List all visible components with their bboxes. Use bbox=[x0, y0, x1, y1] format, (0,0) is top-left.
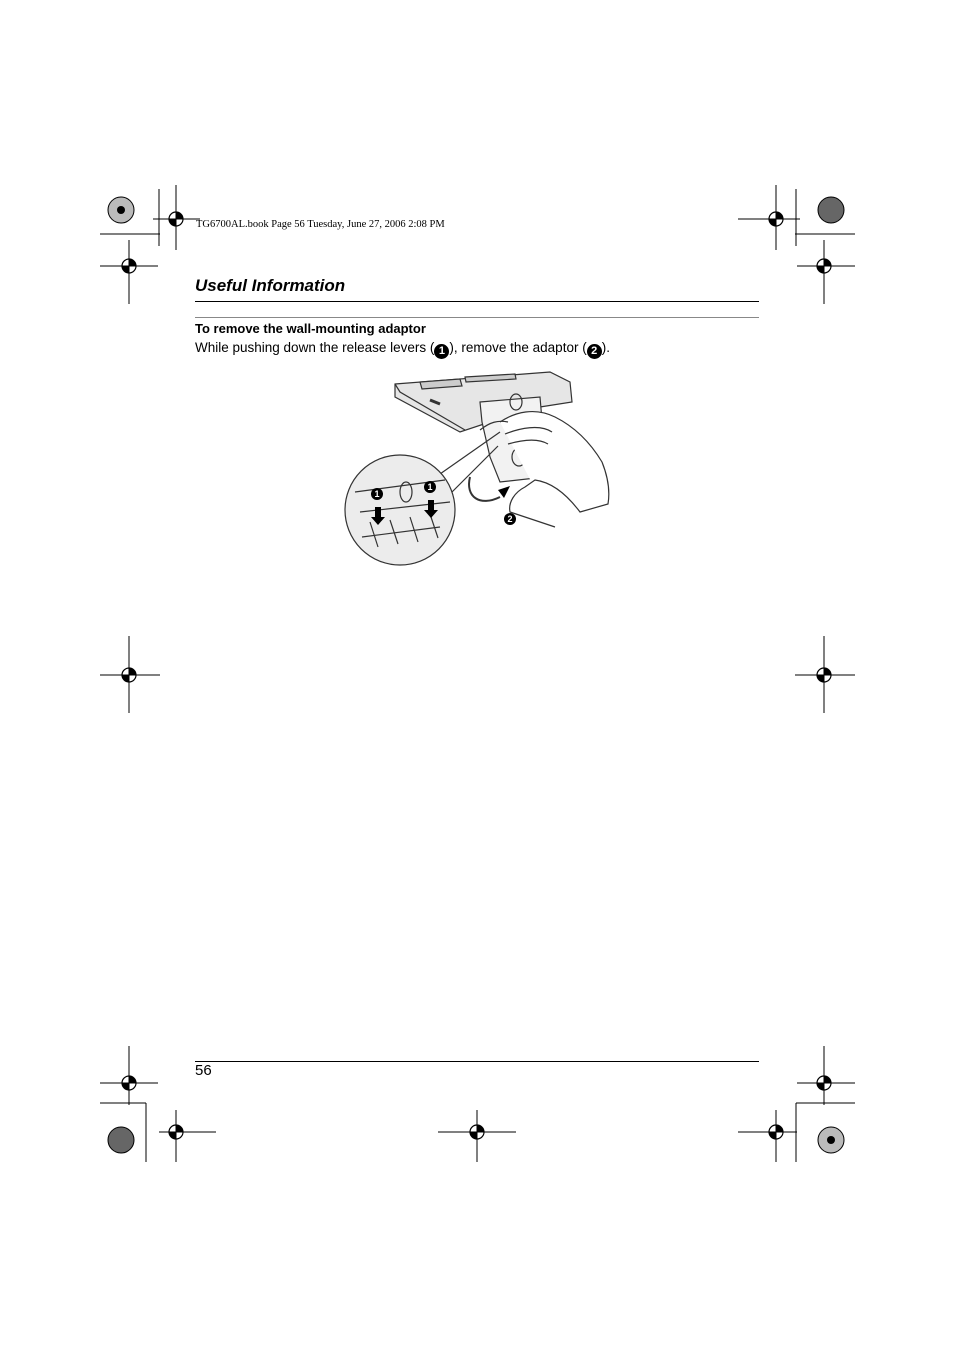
instruction-text bbox=[195, 340, 610, 359]
subheading: To remove the wall-mounting adaptor bbox=[195, 321, 426, 336]
instruction-part-1: While pushing down the release levers ( bbox=[195, 340, 435, 355]
callout-1a: 1 bbox=[374, 489, 380, 499]
instruction-part-3: ). bbox=[601, 340, 610, 355]
callout-1-badge: 1 bbox=[434, 344, 449, 359]
header-rule bbox=[195, 301, 759, 302]
footer-rule bbox=[195, 1061, 759, 1062]
section-title: Useful Information bbox=[195, 276, 346, 295]
print-header-file-info: TG6700AL.book Page 56 Tuesday, June 27, 2006 2:08 PM bbox=[196, 219, 445, 230]
callout-2: 2 bbox=[507, 514, 513, 524]
callout-2-badge: 2 bbox=[587, 344, 602, 359]
page-number: 56 bbox=[195, 1062, 212, 1079]
adaptor-removal-illustration bbox=[340, 362, 620, 577]
instruction-part-2: ), remove the adaptor ( bbox=[449, 340, 587, 355]
callout-1b: 1 bbox=[427, 482, 433, 492]
header-rule-secondary bbox=[195, 317, 759, 318]
